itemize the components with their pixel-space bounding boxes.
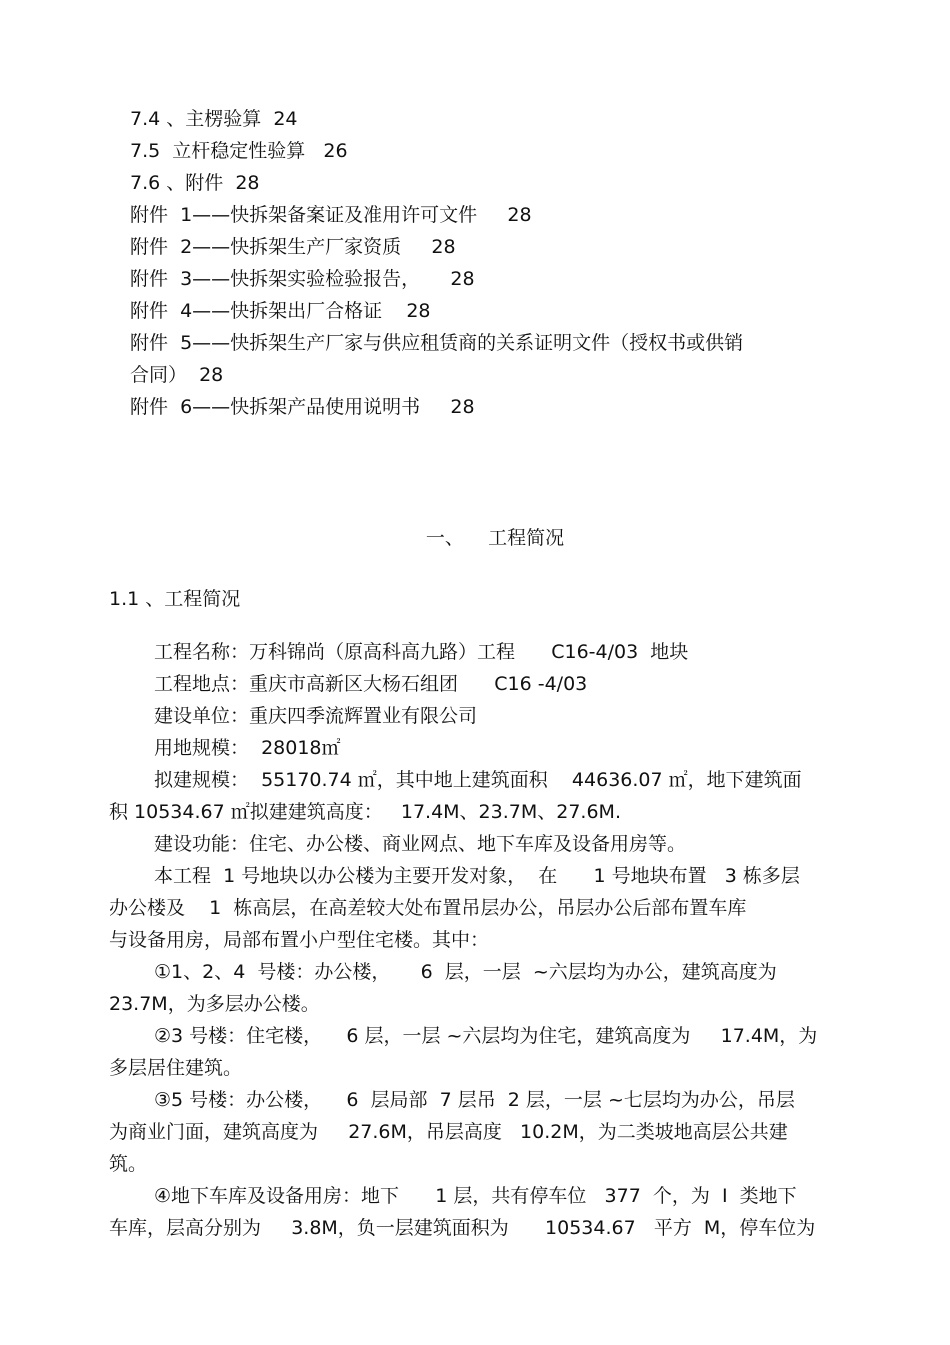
paragraph-line: 多层居住建筑。 — [109, 1057, 243, 1079]
toc-entry: 附件 3——快拆架实验检验报告， 28 — [130, 268, 475, 290]
chapter-title: 一、 工程简况 — [425, 527, 565, 549]
toc-entry: 附件 2——快拆架生产厂家资质 28 — [130, 236, 456, 258]
paragraph-line: 本工程 1 号地块以办公楼为主要开发对象， 在 1 号地块布置 3 栋多层 — [154, 865, 800, 887]
paragraph-line: 建设单位：重庆四季流辉置业有限公司 — [154, 705, 478, 727]
paragraph-line: 建设功能：住宅、办公楼、商业网点、地下车库及设备用房等。 — [154, 833, 687, 855]
toc-entry: 7.5 立杆稳定性验算 26 — [130, 140, 348, 162]
paragraph-line: 积 10534.67 ㎡拟建建筑高度： 17.4M、23.7M、27.6M. — [109, 801, 621, 823]
paragraph-line: ④地下车库及设备用房：地下 1 层，共有停车位 377 个，为 Ⅰ 类地下 — [154, 1185, 797, 1207]
toc-entry: 7.4 、主楞验算 24 — [130, 108, 298, 130]
paragraph-line: 工程名称：万科锦尚（原高科高九路）工程 C16-4/03 地块 — [154, 641, 689, 663]
paragraph-line: 与设备用房，局部布置小户型住宅楼。其中： — [109, 929, 490, 951]
paragraph-line: 拟建规模： 55170.74 ㎡，其中地上建筑面积 44636.07 ㎡，地下建筑面 — [154, 769, 802, 791]
toc-entry-continuation: 合同） 28 — [130, 364, 224, 386]
paragraph-line: 办公楼及 1 栋高层，在高差较大处布置吊层办公，吊层办公后部布置车库 — [109, 897, 747, 919]
paragraph-line: 工程地点：重庆市高新区大杨石组团 C16 -4/03 — [154, 673, 588, 695]
toc-entry: 附件 6——快拆架产品使用说明书 28 — [130, 396, 475, 418]
toc-entry: 附件 4——快拆架出厂合格证 28 — [130, 300, 431, 322]
paragraph-line: ①1、2、4 号楼：办公楼， 6 层，一层 ~六层均为办公，建筑高度为 — [154, 961, 777, 983]
paragraph-line: 为商业门面，建筑高度为 27.6M，吊层高度 10.2M，为二类坡地高层公共建 — [109, 1121, 788, 1143]
paragraph-line: ②3 号楼：住宅楼， 6 层，一层 ~六层均为住宅，建筑高度为 17.4M，为 — [154, 1025, 818, 1047]
paragraph-line: ③5 号楼：办公楼， 6 层局部 7 层吊 2 层，一层 ~七层均为办公，吊层 — [154, 1089, 795, 1111]
toc-entry: 7.6 、附件 28 — [130, 172, 260, 194]
paragraph-line: 用地规模： 28018㎡ — [154, 737, 341, 759]
paragraph-line: 23.7M，为多层办公楼。 — [109, 993, 320, 1015]
toc-entry: 附件 1——快拆架备案证及准用许可文件 28 — [130, 204, 532, 226]
section-title: 1.1 、工程简况 — [109, 588, 241, 610]
paragraph-line: 车库，层高分别为 3.8M，负一层建筑面积为 10534.67 平方 M，停车位为 — [109, 1217, 816, 1239]
paragraph-line: 筑。 — [109, 1153, 148, 1175]
toc-entry: 附件 5——快拆架生产厂家与供应租赁商的关系证明文件（授权书或供销 — [130, 332, 744, 354]
